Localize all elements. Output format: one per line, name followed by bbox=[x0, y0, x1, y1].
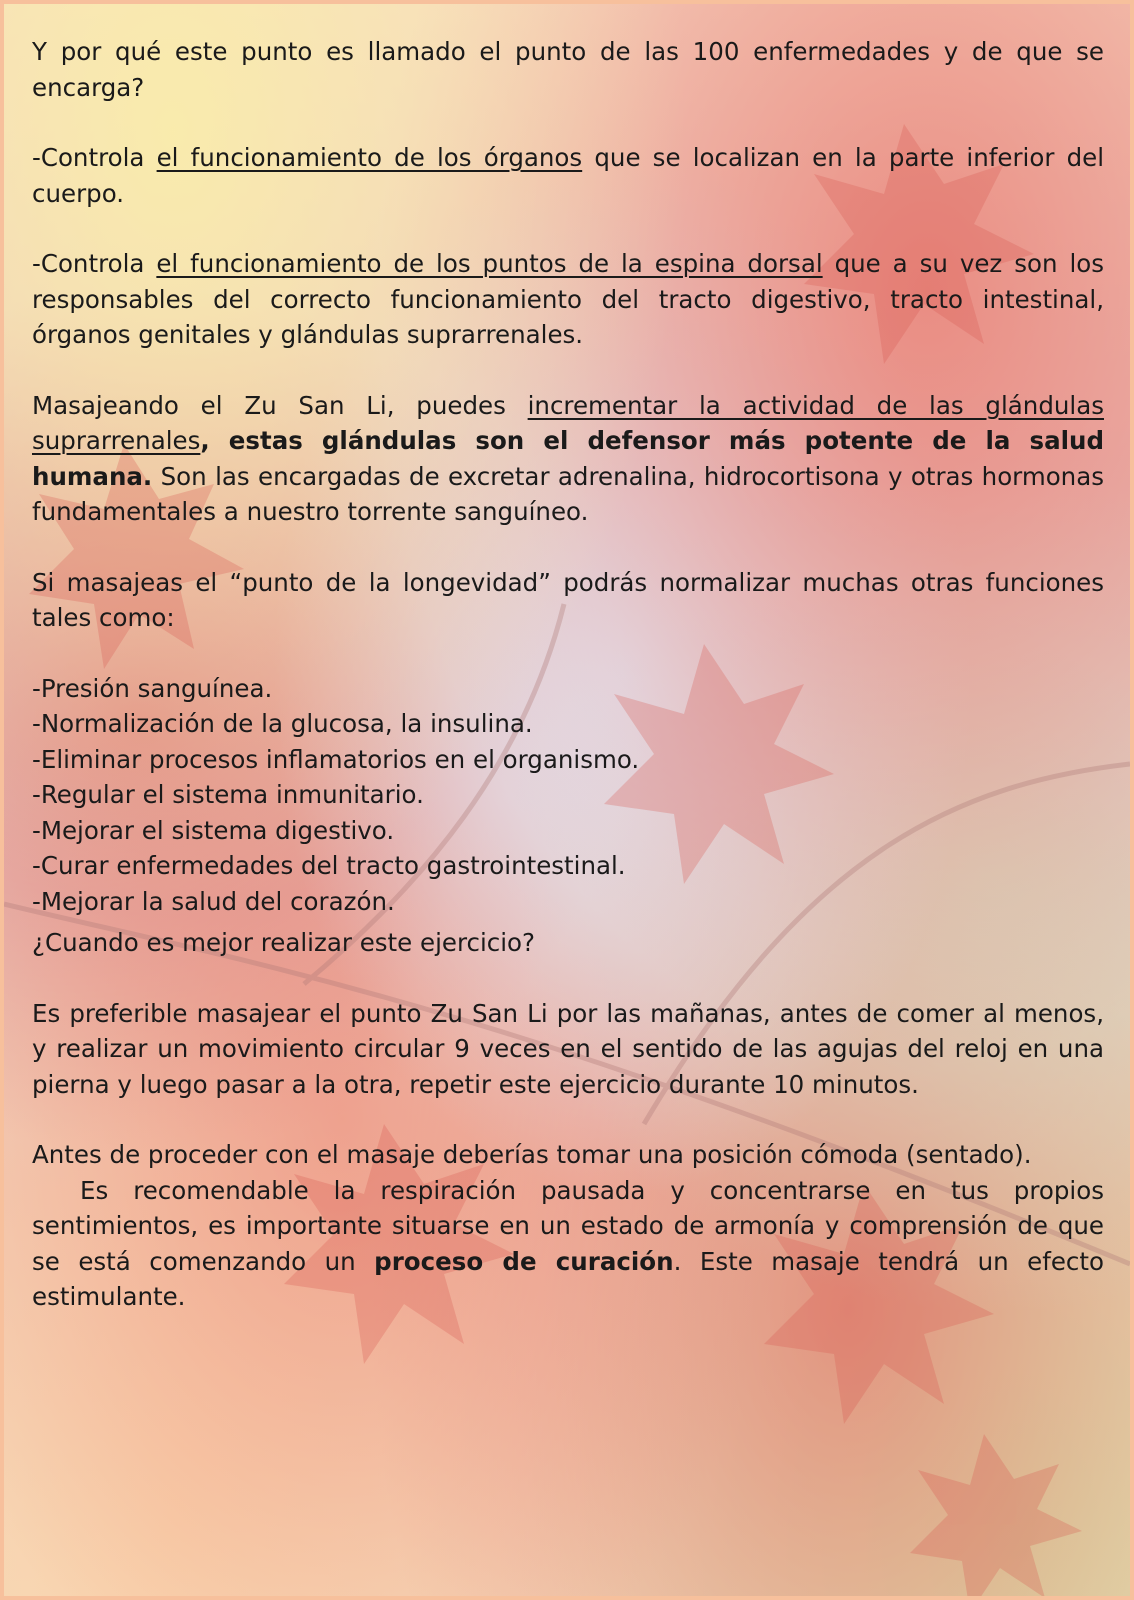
adrenal-bold-text: , estas glándulas son el defensor más potente de la salud humana. bbox=[32, 426, 1104, 491]
breathing-end: . Este masaje tendrá un efecto estimulante. bbox=[32, 1246, 1104, 1311]
spacer bbox=[32, 211, 1104, 246]
list-item: -Curar enfermedades del tracto gastrointestinal. bbox=[32, 851, 626, 880]
list-item: -Eliminar procesos inflamatorios en el organismo. bbox=[32, 744, 640, 774]
spine-underlined-text: el funcionamiento de los puntos de la espina dorsal bbox=[156, 249, 823, 278]
healing-process-bold: proceso de curación bbox=[374, 1246, 674, 1276]
article-body bbox=[32, 34, 1104, 1315]
adrenal-underlined-text: incrementar la actividad de las glándulas suprarrenales bbox=[32, 390, 1104, 455]
massage-rest: Son las encargadas de excretar adrenalina, hidrocortisona y otras hormonas fundamentales a nuestro torrente sanguíneo. bbox=[32, 461, 1104, 526]
when-question: ¿Cuando es mejor realizar este ejercicio? bbox=[32, 928, 536, 957]
control-paragraph-organs bbox=[32, 140, 1104, 211]
massage-paragraph bbox=[32, 388, 1104, 530]
spacer bbox=[32, 105, 1104, 140]
control-suffix: que se localizan en la parte inferior del cuerpo. bbox=[32, 143, 1104, 208]
list-item: -Presión sanguínea. bbox=[32, 673, 273, 703]
massage-prefix: Masajeando el Zu San Li, puedes bbox=[32, 390, 528, 420]
spacer bbox=[32, 1102, 1104, 1137]
control-prefix: -Controla bbox=[32, 143, 157, 172]
spacer bbox=[32, 961, 1104, 996]
position-paragraph: Antes de proceder con el masaje deberías tomar una posición cómoda (sentado). bbox=[32, 1140, 1032, 1169]
list-item: -Normalización de la glucosa, la insulina. bbox=[32, 709, 533, 738]
intro-question: Y por qué este punto es llamado el punto de las 100 enfermedades y de que se encarga? bbox=[32, 37, 1104, 102]
when-answer: Es preferible masajear el punto Zu San Li por las mañanas, antes de comer al menos, y realizar un movimiento circular 9 veces en el sentido de las agujas del reloj en una pierna y luego pasar a la otra, repetir este ejercicio durante 10 minutos. bbox=[32, 998, 1104, 1099]
list-item: -Mejorar la salud del corazón. bbox=[32, 886, 395, 916]
list-item: -Regular el sistema inmunitario. bbox=[32, 780, 424, 809]
benefits-list bbox=[32, 671, 1104, 920]
control-prefix: -Controla bbox=[32, 249, 157, 278]
spacer bbox=[32, 636, 1104, 671]
control-paragraph-spine bbox=[32, 246, 1104, 353]
breathing-paragraph bbox=[32, 1173, 1104, 1315]
list-item: -Mejorar el sistema digestivo. bbox=[32, 815, 395, 845]
organs-underlined-text: el funcionamiento de los órganos bbox=[156, 143, 583, 172]
spacer bbox=[32, 530, 1104, 565]
spacer bbox=[32, 353, 1104, 388]
longevity-paragraph: Si masajeas el “punto de la longevidad” podrás normalizar muchas otras funciones tales como: bbox=[32, 567, 1104, 632]
control-suffix: que a su vez son los responsables del correcto funcionamiento del tracto digestivo, tracto intestinal, órganos genitales y glándulas suprarrenales. bbox=[32, 249, 1105, 349]
breathing-text: Es recomendable la respiración pausada y concentrarse en tus propios sentimientos, es importante situarse en un estado de armonía y comprensión de que se está comenzando un bbox=[32, 1175, 1104, 1276]
